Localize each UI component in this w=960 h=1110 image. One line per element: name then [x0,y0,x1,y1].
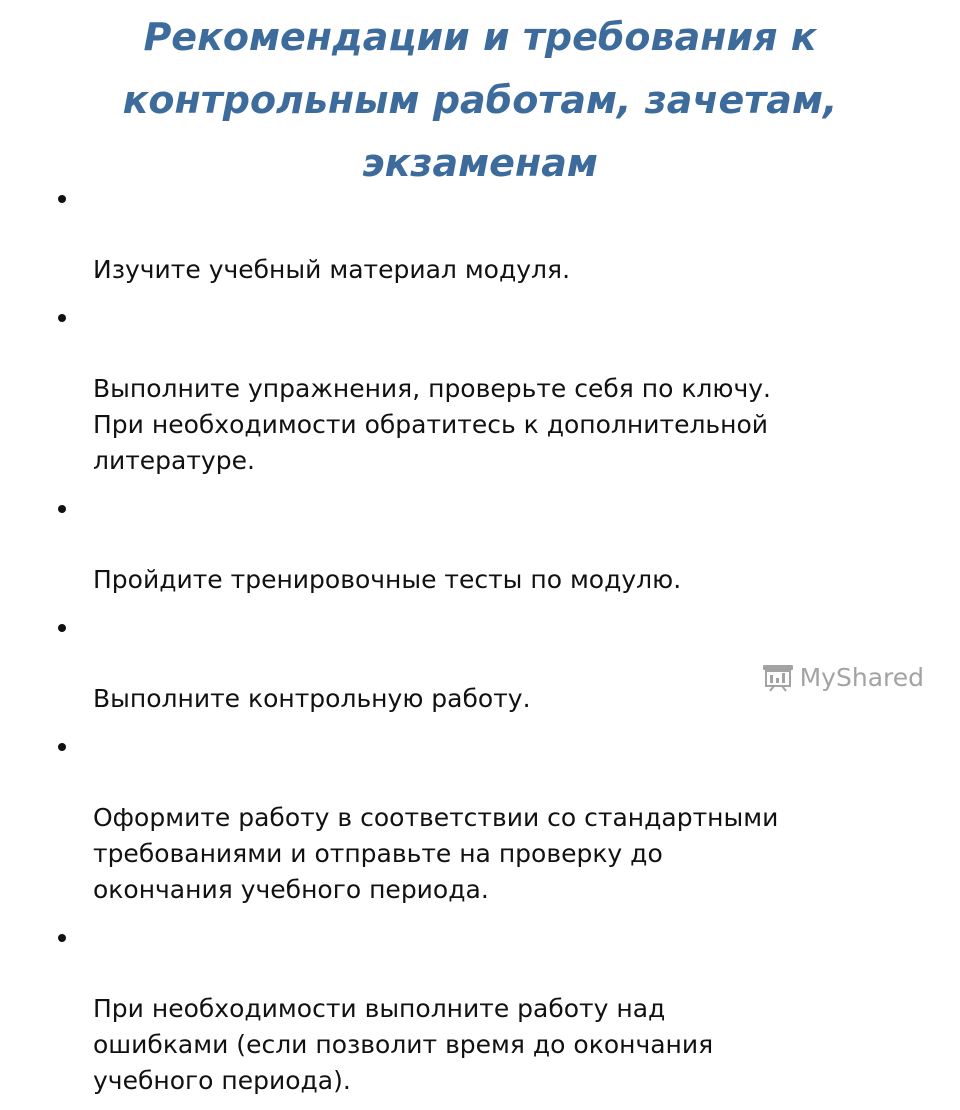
bullet-list [58,180,918,1110]
bullet-dot [58,505,66,513]
slide-title: Рекомендации и требования к контрольным работам, зачетам, экзаменам [122,15,838,185]
bullet-text: Выполните упражнения, проверьте себя по ключу. При необходимости обратитесь к дополнительной литературе. [93,374,771,475]
watermark-logo [762,663,924,692]
bullet-dot [58,624,66,632]
bullet-dot [58,314,66,322]
presentation-board-icon [762,664,794,692]
bullet-text: Пройдите тренировочные тесты по модулю. [93,565,682,594]
bullet-item [58,490,918,598]
bullet-item [58,919,918,1099]
bullet-item [58,299,918,479]
bullet-dot [58,934,66,942]
bullet-dot [58,195,66,203]
bullet-text: Выполните контрольную работу. [93,684,531,713]
bullet-text: При необходимости выполните работу над ошибками (если позволит время до окончания учебного периода). [93,994,714,1095]
watermark-text: MyShared [799,663,924,692]
bullet-text: Изучите учебный материал модуля. [93,255,571,284]
bullet-text: Оформите работу в соответствии со стандартными требованиями и отправьте на проверку до окончания учебного периода. [93,803,779,904]
bullet-item [58,728,918,908]
bullet-item [58,180,918,288]
bullet-dot [58,743,66,751]
